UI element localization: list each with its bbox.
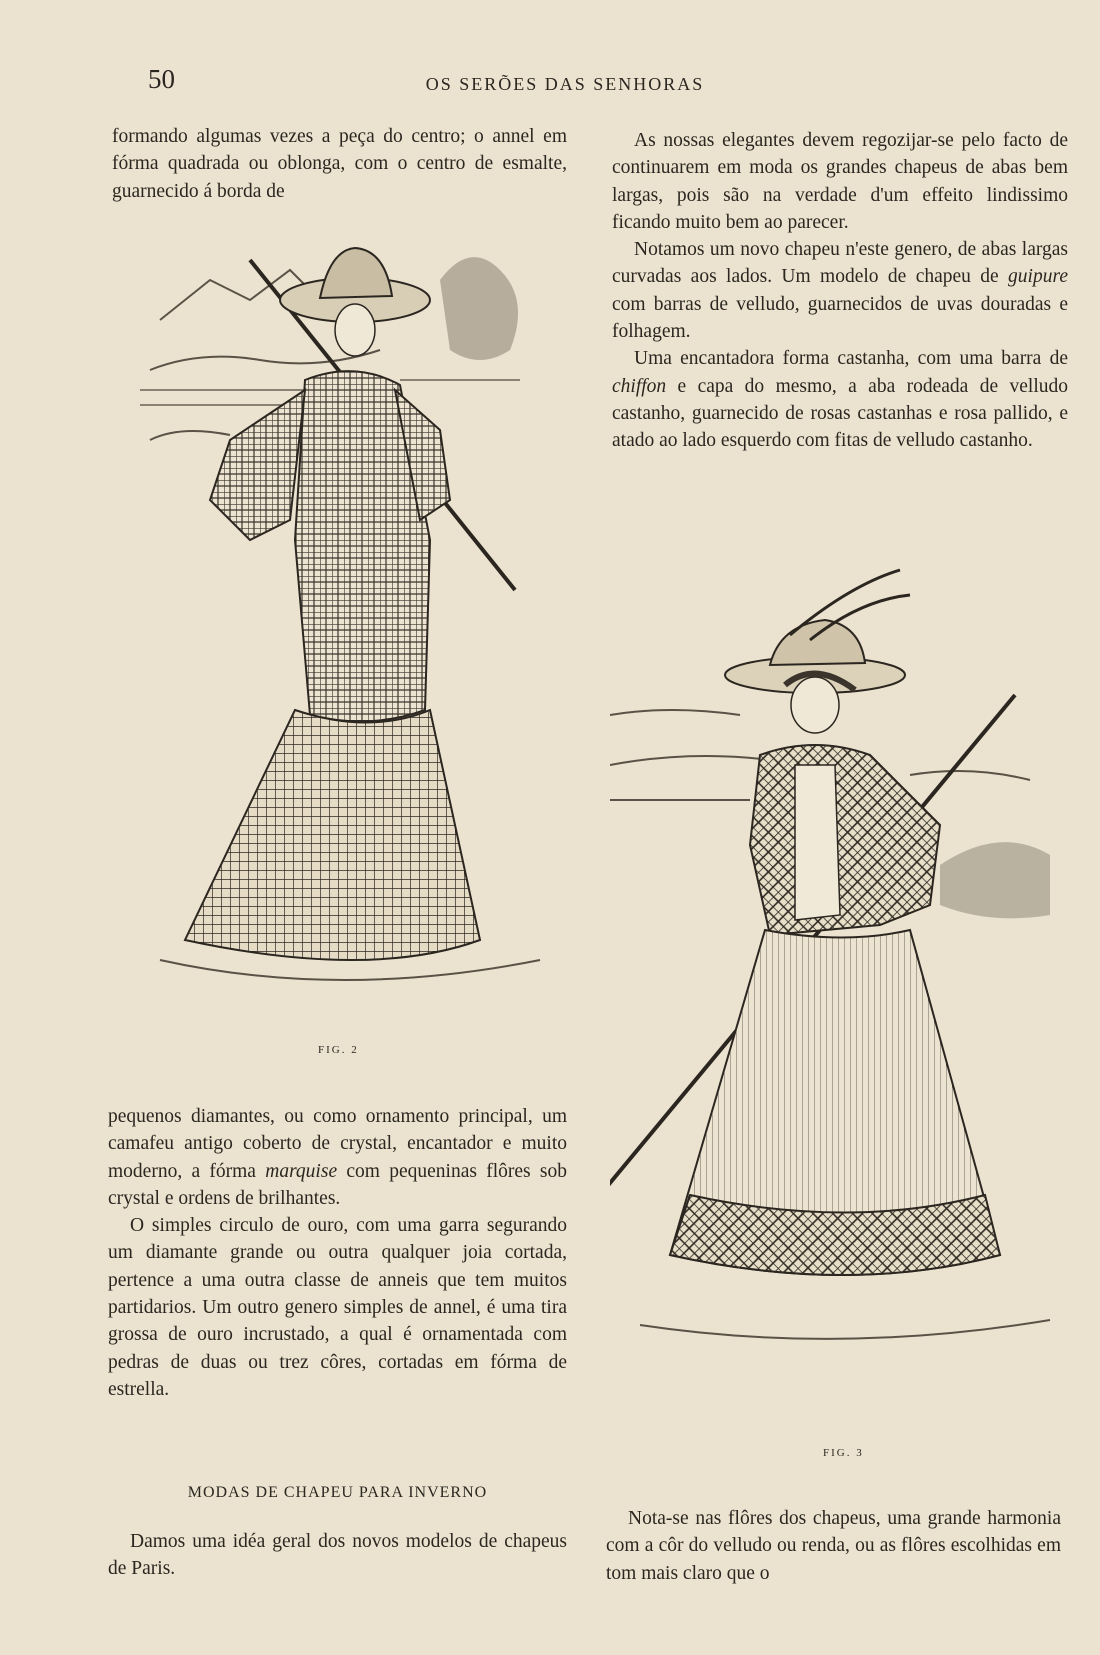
paragraph: Damos uma idéa geral dos novos modelos de chapeus de Paris.: [108, 1531, 567, 1580]
left-column-bottom: [108, 1103, 567, 1403]
paragraph: formando algumas vezes a peça do centro; o annel em fórma quadrada ou oblonga, com o centro de esmalte, guarnecido á borda de: [112, 126, 567, 202]
page-number: 50: [148, 64, 175, 94]
figure-3-illustration: [610, 565, 1070, 1435]
paragraph: Uma encantadora forma castanha, com uma barra de chiffon e capa do mesmo, a aba rodeada de velludo castanho, guarnecido de rosas castanhas e rosa pallido, e atado ao lado esquerdo com fitas de velludo castanho.: [612, 348, 1068, 452]
right-column-bottom: [606, 1505, 1061, 1587]
paragraph: O simples circulo de ouro, com uma garra segurando um diamante grande ou outra qualquer joia cortada, pertence a uma outra classe de anneis que tem muitos partidarios. Um outro genero simples de annel, é uma tira grossa de ouro incrustado, a qual é ornamentada com pedras de duas ou trez côres, cortadas em fórma de estrella.: [108, 1215, 567, 1400]
section-intro: [108, 1528, 567, 1583]
right-column-top: [612, 127, 1068, 455]
section-heading: MODAS DE CHAPEU PARA INVERNO: [187, 1484, 488, 1501]
left-column-top: [112, 123, 567, 205]
running-header: OS SERÕES DAS SENHORAS: [425, 74, 705, 94]
figure-3-caption: FIG. 3: [823, 1447, 864, 1459]
paragraph: As nossas elegantes devem regozijar-se pelo facto de continuarem em moda os grandes chapeus de abas bem largas, pois são na verdade d'um effeito lindissimo ficando muito bem ao parecer.: [612, 130, 1068, 233]
paragraph: Nota-se nas flôres dos chapeus, uma grande harmonia com a côr do velludo ou renda, ou as flôres escolhidas em tom mais claro que o: [606, 1508, 1061, 1584]
paragraph: Notamos um novo chapeu n'este genero, de abas largas curvadas aos lados. Um modelo de chapeu de guipure com barras de velludo, guarnecidos de uvas douradas e folhagem.: [612, 239, 1068, 343]
figure-2-caption: FIG. 2: [318, 1044, 359, 1056]
paragraph: pequenos diamantes, ou como ornamento principal, um camafeu antigo coberto de crystal, encantador e muito moderno, a fórma marquise com pequeninas flôres sob crystal e ordens de brilhantes.: [108, 1106, 567, 1209]
figure-2-illustration: [140, 240, 560, 1030]
